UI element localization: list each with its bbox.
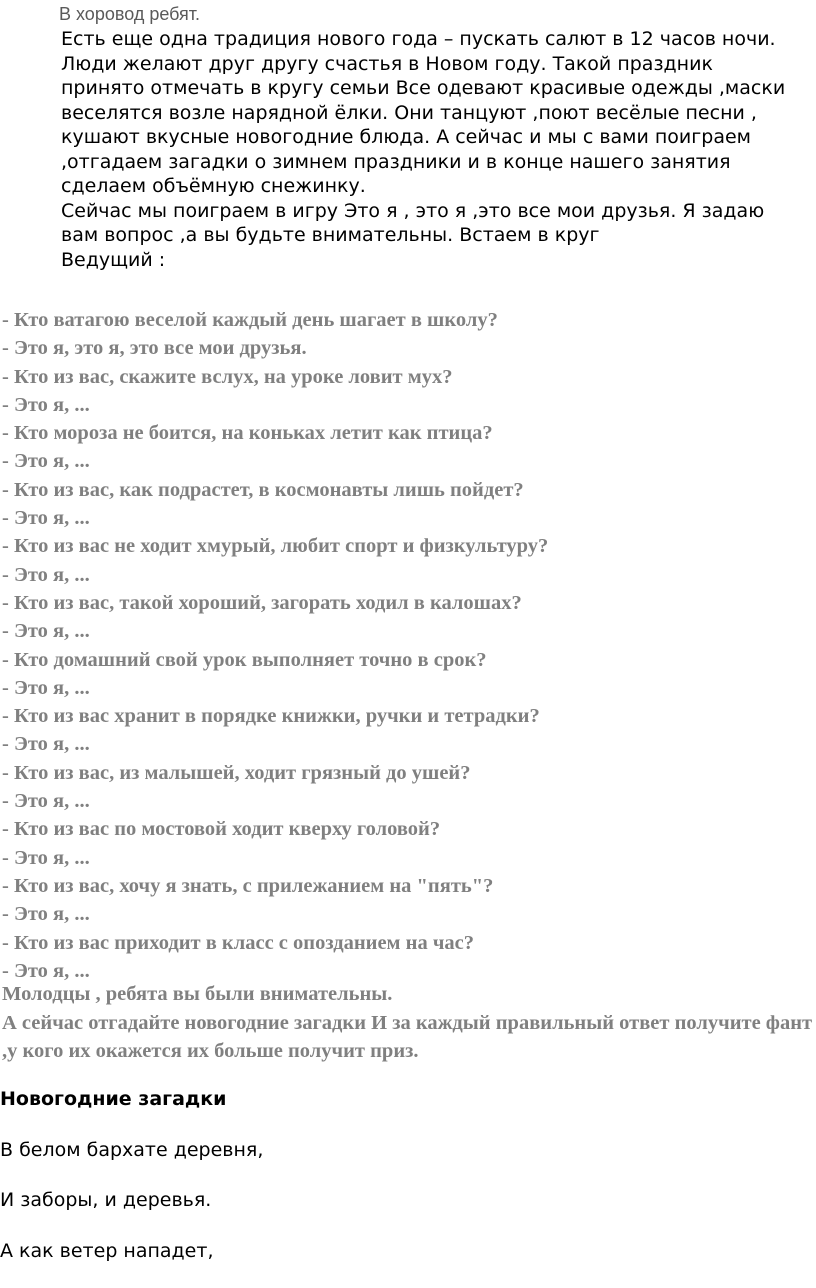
riddle-line: И заборы, и деревья.	[0, 1189, 212, 1211]
dialog-block	[2, 306, 814, 985]
dialog-line: - Кто из вас, хочу я знать, с прилежанием на "пять"?	[2, 874, 494, 897]
dialog-line: - Кто из вас, из малышей, ходит грязный до ушей?	[2, 761, 471, 784]
riddle-line: А как ветер нападет,	[0, 1240, 214, 1262]
dialog-line: - Кто из вас не ходит хмурый, любит спорт и физкультуру?	[2, 535, 549, 558]
dialog-line: - Это я, ...	[2, 846, 90, 869]
dialog-line: - Это я, ...	[2, 959, 90, 982]
closing-paragraph: Молодцы , ребята вы были внимательны.	[2, 983, 393, 1005]
dialog-line: - Это я, ...	[2, 563, 90, 586]
dialog-line: - Кто из вас хранит в порядке книжки, ручки и тетрадки?	[2, 705, 540, 728]
dialog-line: - Это я, это я, это все мои друзья.	[2, 337, 307, 360]
dialog-line: - Кто из вас, такой хороший, загорать ходил в калошах?	[2, 591, 522, 614]
closing-paragraph: А сейчас отгадайте новогодние загадки И за каждый правильный ответ получите фант ,у кого их окажется их больше получит приз.	[2, 1011, 813, 1062]
dialog-line: - Это я, ...	[2, 450, 90, 473]
dialog-line: - Это я, ...	[2, 790, 90, 813]
dialog-line: - Это я, ...	[2, 676, 90, 699]
intro-text	[61, 27, 801, 272]
dialog-line: - Кто ватагою веселой каждый день шагает в школу?	[2, 309, 498, 331]
intro-paragraph: Сейчас мы поиграем в игру Это я , это я ,это все мои друзья. Я задаю вам вопрос ,а вы будьте внимательны. Встаем в круг	[61, 199, 765, 246]
intro-paragraph: Есть еще одна традиция нового года – пускать салют в 12 часов ночи. Люди желают друг другу счастья в Новом году. Такой праздник принято отмечать в кругу семьи Все одевают красивые одежды ,маски веселятся возле нарядной ёлки. Они танцуют ,поют весёлые песни , кушают вкусные новогодние блюда. А сейчас и мы с вами поиграем ,отгадаем загадки о зимнем праздники и в конце нашего занятия сделаем объёмную снежинку.	[61, 28, 786, 197]
closing-block	[2, 980, 814, 1066]
riddles-heading: Новогодние загадки	[0, 1088, 227, 1110]
intro-paragraph: Ведущий :	[61, 248, 166, 271]
dialog-line: - Это я, ...	[2, 393, 90, 416]
dialog-line: - Кто домашний свой урок выполняет точно в срок?	[2, 648, 487, 671]
dialog-line: - Кто из вас приходит в класс с опозданием на час?	[2, 931, 474, 954]
dialog-line: - Кто из вас, как подрастет, в космонавты лишь пойдет?	[2, 478, 524, 501]
dialog-line: - Это я, ...	[2, 903, 90, 926]
riddle-line: В белом бархате деревня,	[0, 1139, 264, 1161]
first-line: В хоровод ребят.	[59, 4, 201, 24]
dialog-line: - Это я, ...	[2, 733, 90, 756]
dialog-line: - Это я, ...	[2, 620, 90, 643]
dialog-line: - Кто из вас по мостовой ходит кверху головой?	[2, 818, 441, 841]
dialog-line: - Кто мороза не боится, на коньках летит как птица?	[2, 422, 493, 445]
dialog-line: - Кто из вас, скажите вслух, на уроке ловит мух?	[2, 365, 453, 388]
dialog-line: - Это я, ...	[2, 507, 90, 530]
